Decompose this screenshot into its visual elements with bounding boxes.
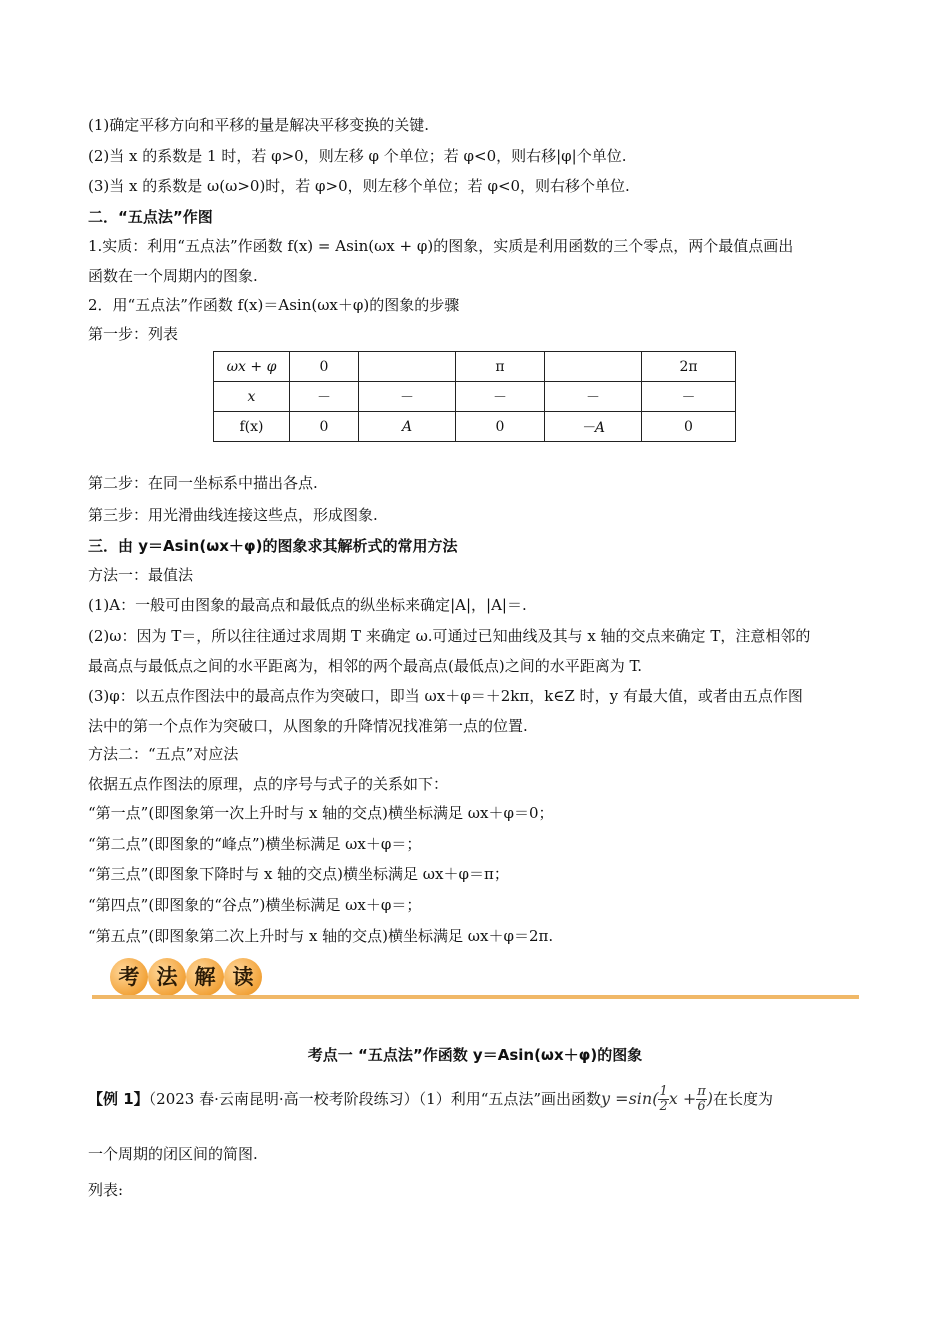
section-two-p1b: 函数在一个周期内的图象. — [88, 267, 258, 285]
banner-rule — [92, 995, 859, 999]
section-two-p1a: 1.实质：利用“五点法”作函数 f(x) = Asin(ωx + φ)的图象，实质是利用函数的三个零点，两个最值点画出 — [88, 237, 794, 255]
point-five: “第五点”(即图象第二次上升时与 x 轴的交点)横坐标满足 ωx＋φ＝2π. — [88, 927, 554, 945]
shift-rule-1: (1)确定平移方向和平移的量是解决平移变换的关键. — [88, 116, 430, 134]
table-cell: A — [359, 412, 456, 442]
table-cell: 2π — [642, 352, 736, 382]
example-label: 【例 1】 — [88, 1090, 149, 1108]
table-cell: 0 — [290, 352, 359, 382]
point-one: “第一点”(即图象第一次上升时与 x 轴的交点)横坐标满足 ωx＋φ＝0； — [88, 804, 554, 822]
method-one-c1: (3)φ：以五点作图法中的最高点作为突破口，即当 ωx＋φ＝＋2kπ，k∈Z 时，y 有最大值，或者由五点作图 — [88, 687, 803, 705]
table-cell: －A — [545, 412, 642, 442]
method-one-a: (1)A：一般可由图象的最高点和最低点的纵坐标来确定|A|，|A|＝. — [88, 596, 527, 614]
formula-mid: x + — [668, 1089, 697, 1108]
step-three: 第三步：用光滑曲线连接这些点，形成图象. — [88, 506, 378, 524]
section-two-heading: 二．“五点法”作图 — [88, 208, 213, 226]
list-label: 列表: — [88, 1181, 124, 1199]
table-cell: f(x) — [214, 412, 290, 442]
table-cell: － — [359, 382, 456, 412]
table-cell: x — [214, 382, 290, 412]
method-one-c2: 法中的第一个点作为突破口，从图象的升降情况找准第一点的位置. — [88, 717, 528, 735]
fraction-numerator: 1 — [659, 1084, 668, 1099]
fraction-numerator: π — [697, 1084, 706, 1099]
section-two-p2: 2．用“五点法”作函数 f(x)＝Asin(ωx＋φ)的图象的步骤 — [88, 296, 460, 314]
banner-char: 解 — [186, 958, 224, 996]
step-two: 第二步：在同一坐标系中描出各点. — [88, 474, 318, 492]
formula-lhs: y =sin( — [601, 1089, 659, 1108]
table-cell: － — [290, 382, 359, 412]
fraction-denominator: 6 — [697, 1099, 706, 1114]
point-four: “第四点”(即图象的“谷点”)横坐标满足 ωx＋φ＝； — [88, 896, 422, 914]
table-cell: 0 — [456, 412, 545, 442]
banner-char: 读 — [224, 958, 262, 996]
step-one: 第一步：列表 — [88, 325, 179, 343]
table-cell: － — [545, 382, 642, 412]
method-two-title: 方法二：“五点”对应法 — [88, 745, 239, 763]
table-cell: ωx + φ — [214, 352, 290, 382]
table-row — [214, 412, 736, 442]
table-cell: － — [456, 382, 545, 412]
point-two: “第二点”(即图象的“峰点”)横坐标满足 ωx＋φ＝； — [88, 835, 422, 853]
table-row — [214, 382, 736, 412]
table-cell — [359, 352, 456, 382]
topic-title: 考点一 “五点法”作函数 y＝Asin(ωx＋φ)的图象 — [307, 1046, 643, 1064]
section-three-heading: 三．由 y＝Asin(ωx＋φ)的图象求其解析式的常用方法 — [88, 537, 458, 555]
table-cell: 0 — [642, 412, 736, 442]
example-after: 在长度为 — [713, 1090, 774, 1108]
five-point-table — [213, 351, 736, 442]
formula-rhs: ) — [706, 1089, 714, 1108]
method-one-b2: 最高点与最低点之间的水平距离为，相邻的两个最高点(最低点)之间的水平距离为 T. — [88, 657, 643, 675]
shift-rule-2: (2)当 x 的系数是 1 时，若 φ>0，则左移 φ 个单位；若 φ<0，则右移|φ|个单位. — [88, 147, 627, 165]
banner-char: 法 — [148, 958, 186, 996]
method-one-title: 方法一：最值法 — [88, 566, 194, 584]
fraction-pi-sixth — [696, 1085, 707, 1114]
method-one-b1: (2)ω：因为 T＝，所以往往通过求周期 T 来确定 ω.可通过已知曲线及其与 x 轴的交点来确定 T，注意相邻的 — [88, 627, 811, 645]
example-one-line — [88, 1084, 773, 1114]
method-two-intro: 依据五点作图法的原理，点的序号与式子的关系如下： — [88, 775, 449, 793]
fraction-denominator: 2 — [659, 1099, 668, 1114]
shift-rule-3: (3)当 x 的系数是 ω(ω>0)时，若 φ>0，则左移个单位；若 φ<0，则右移个单位. — [88, 177, 630, 195]
point-three: “第三点”(即图象下降时与 x 轴的交点)横坐标满足 ωx＋φ＝π； — [88, 865, 509, 883]
example-source: （2023 春·云南昆明·高一校考阶段练习）（1）利用“五点法”画出函数 — [148, 1090, 602, 1108]
table-row — [214, 352, 736, 382]
fraction-half — [658, 1085, 668, 1114]
table-cell: 0 — [290, 412, 359, 442]
table-cell: － — [642, 382, 736, 412]
method-banner — [92, 958, 859, 1002]
table-cell: π — [456, 352, 545, 382]
example-line-two: 一个周期的闭区间的简图. — [88, 1145, 258, 1163]
banner-char: 考 — [110, 958, 148, 996]
example-formula — [601, 1084, 714, 1114]
table-cell — [545, 352, 642, 382]
